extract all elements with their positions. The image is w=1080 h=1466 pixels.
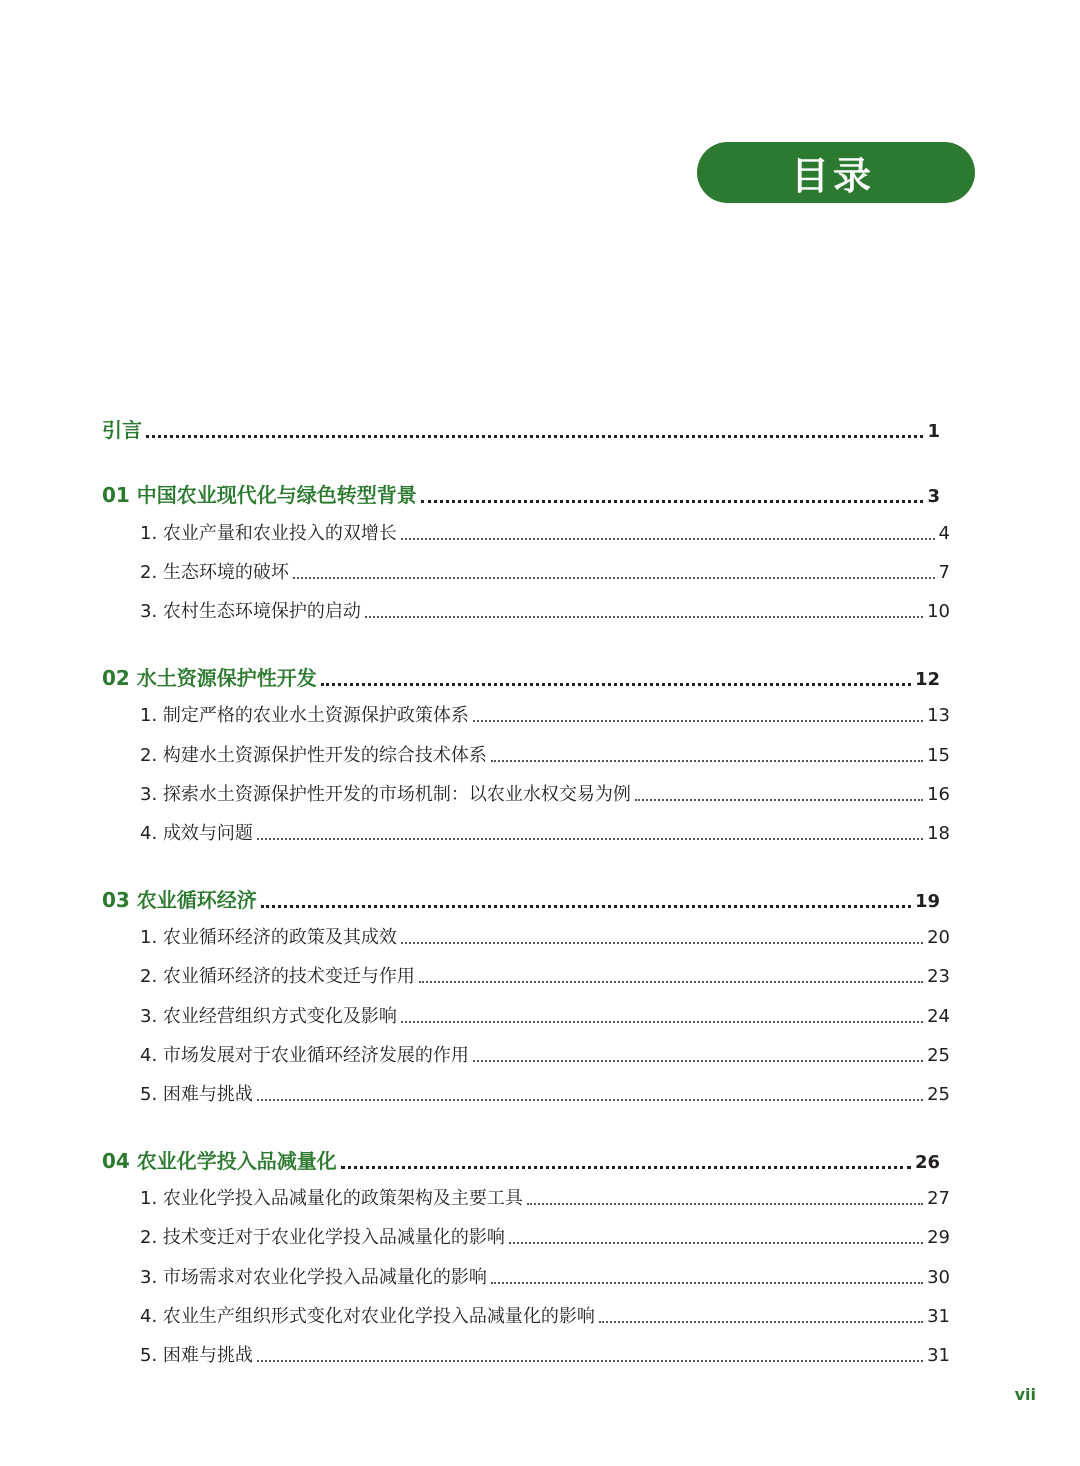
toc-section[interactable] [140, 701, 950, 727]
toc-entry-page: 3 [927, 486, 940, 507]
toc-section[interactable] [140, 1080, 950, 1106]
toc-chapter-01[interactable] [102, 479, 940, 508]
dot-leader [257, 1099, 923, 1101]
toc-entry-label: 5. 困难与挑战 [140, 1084, 253, 1105]
toc-entry-page: 19 [914, 891, 940, 912]
toc-section[interactable] [140, 1041, 950, 1067]
dot-leader [527, 1203, 923, 1205]
toc-entry-label: 01 中国农业现代化与绿色转型背景 [102, 483, 417, 507]
toc-chapter-03[interactable] [102, 884, 940, 913]
toc-entry-page: 23 [927, 966, 950, 987]
toc-entry-label: 1. 制定严格的农业水土资源保护政策体系 [140, 705, 469, 726]
toc-entry-label: 1. 农业化学投入品减量化的政策架构及主要工具 [140, 1188, 523, 1209]
toc-entry-page: 20 [927, 927, 950, 948]
dot-leader [146, 435, 923, 438]
dot-leader [421, 500, 924, 503]
toc-section[interactable] [140, 597, 950, 623]
toc-section[interactable] [140, 741, 950, 767]
toc-section[interactable] [140, 1184, 950, 1210]
toc-entry-page: 7 [938, 562, 950, 583]
toc-entry-label: 4. 农业生产组织形式变化对农业化学投入品减量化的影响 [140, 1306, 595, 1327]
dot-leader [321, 683, 911, 686]
toc-entry-page: 18 [927, 823, 950, 844]
toc-entry-page: 31 [927, 1345, 950, 1366]
toc-entry-page: 12 [914, 669, 940, 690]
dot-leader [401, 1021, 923, 1023]
dot-leader [491, 1282, 923, 1284]
toc-entry-label: 3. 探索水土资源保护性开发的市场机制：以农业水权交易为例 [140, 784, 631, 805]
toc-entry-page: 31 [927, 1306, 950, 1327]
toc-section[interactable] [140, 1223, 950, 1249]
toc-entry-page: 10 [927, 601, 950, 622]
toc-entry-label: 4. 市场发展对于农业循环经济发展的作用 [140, 1045, 469, 1066]
page-number: vii [1014, 1385, 1036, 1404]
page-title: 目录 [790, 154, 875, 198]
toc-entry-page: 25 [927, 1045, 950, 1066]
dot-leader [491, 760, 923, 762]
dot-leader [293, 577, 935, 579]
dot-leader [599, 1321, 923, 1323]
toc-entry-page: 29 [927, 1227, 950, 1248]
toc-entry-label: 2. 构建水土资源保护性开发的综合技术体系 [140, 745, 487, 766]
toc-entry-label: 1. 农业产量和农业投入的双增长 [140, 523, 397, 544]
dot-leader [257, 1360, 923, 1362]
toc-title-banner [697, 142, 975, 203]
toc-entry-label: 2. 农业循环经济的技术变迁与作用 [140, 966, 415, 987]
toc-entry-page: 13 [927, 705, 950, 726]
toc-entry-label: 引言 [102, 418, 142, 442]
toc-section[interactable] [140, 1341, 950, 1367]
dot-leader [473, 1060, 923, 1062]
toc-entry-label: 5. 困难与挑战 [140, 1345, 253, 1366]
dot-leader [419, 981, 923, 983]
toc-section[interactable] [140, 780, 950, 806]
dot-leader [509, 1242, 923, 1244]
toc-entry-label: 3. 农村生态环境保护的启动 [140, 601, 361, 622]
toc-entry-page: 26 [914, 1152, 940, 1173]
toc-entry-label: 03 农业循环经济 [102, 888, 257, 912]
toc-entry-page: 30 [927, 1267, 950, 1288]
toc-entry-label: 02 水土资源保护性开发 [102, 666, 317, 690]
toc-entry-intro[interactable] [102, 414, 940, 443]
toc-entry-label: 2. 生态环境的破坏 [140, 562, 289, 583]
toc-section[interactable] [140, 923, 950, 949]
toc-section[interactable] [140, 962, 950, 988]
toc-entry-page: 24 [927, 1006, 950, 1027]
dot-leader [635, 799, 923, 801]
toc-chapter-04[interactable] [102, 1145, 940, 1174]
toc-entry-label: 04 农业化学投入品减量化 [102, 1149, 337, 1173]
dot-leader [341, 1166, 911, 1169]
toc-entry-page: 27 [927, 1188, 950, 1209]
toc-section[interactable] [140, 819, 950, 845]
toc-entry-label: 4. 成效与问题 [140, 823, 253, 844]
toc-section[interactable] [140, 519, 950, 545]
toc-section[interactable] [140, 1002, 950, 1028]
dot-leader [261, 905, 911, 908]
toc-section[interactable] [140, 558, 950, 584]
toc-section[interactable] [140, 1263, 950, 1289]
dot-leader [365, 616, 923, 618]
toc-entry-label: 2. 技术变迁对于农业化学投入品减量化的影响 [140, 1227, 505, 1248]
toc-chapter-02[interactable] [102, 662, 940, 691]
dot-leader [257, 838, 923, 840]
toc-entry-label: 3. 市场需求对农业化学投入品减量化的影响 [140, 1267, 487, 1288]
dot-leader [401, 538, 935, 540]
toc-entry-page: 1 [927, 421, 940, 442]
toc-entry-page: 4 [938, 523, 950, 544]
toc-entry-label: 3. 农业经营组织方式变化及影响 [140, 1006, 397, 1027]
toc-entry-page: 15 [927, 745, 950, 766]
dot-leader [401, 942, 923, 944]
toc-entry-page: 16 [927, 784, 950, 805]
toc-section[interactable] [140, 1302, 950, 1328]
toc-entry-label: 1. 农业循环经济的政策及其成效 [140, 927, 397, 948]
toc-entry-page: 25 [927, 1084, 950, 1105]
dot-leader [473, 720, 923, 722]
